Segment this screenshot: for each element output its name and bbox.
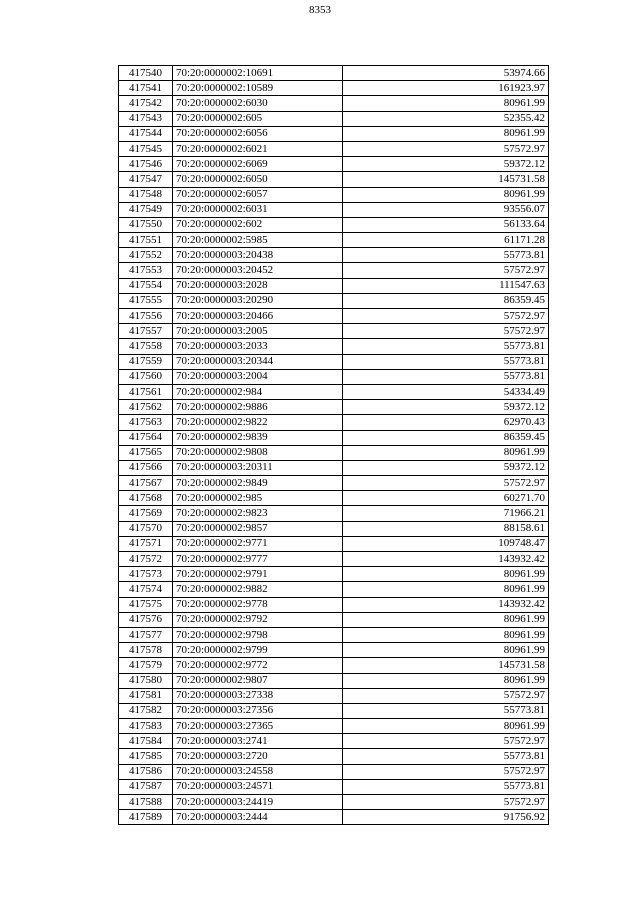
table-row [119,126,549,141]
value-cell: 80961.99 [343,643,549,658]
value-cell: 143932.42 [343,552,549,567]
table-row [119,734,549,749]
cadastral-number-cell: 70:20:0000002:9857 [173,521,343,536]
row-number-cell: 417545 [119,141,173,156]
cadastral-number-cell: 70:20:0000002:6050 [173,172,343,187]
cadastral-number-cell: 70:20:0000003:24419 [173,795,343,810]
table-row [119,460,549,475]
cadastral-number-cell: 70:20:0000002:6030 [173,96,343,111]
registry-table [118,65,549,825]
value-cell: 111547.63 [343,278,549,293]
table-row [119,582,549,597]
value-cell: 57572.97 [343,476,549,491]
value-cell: 55773.81 [343,779,549,794]
table-row [119,202,549,217]
row-number-cell: 417554 [119,278,173,293]
row-number-cell: 417568 [119,491,173,506]
table-row [119,703,549,718]
row-number-cell: 417547 [119,172,173,187]
row-number-cell: 417567 [119,476,173,491]
table-row [119,476,549,491]
value-cell: 55773.81 [343,369,549,384]
cadastral-number-cell: 70:20:0000002:9792 [173,612,343,627]
row-number-cell: 417583 [119,719,173,734]
table-row [119,688,549,703]
table-row [119,506,549,521]
row-number-cell: 417564 [119,430,173,445]
value-cell: 80961.99 [343,719,549,734]
row-number-cell: 417565 [119,445,173,460]
table-row [119,263,549,278]
value-cell: 145731.58 [343,658,549,673]
cadastral-number-cell: 70:20:0000003:20344 [173,354,343,369]
value-cell: 145731.58 [343,172,549,187]
value-cell: 59372.12 [343,400,549,415]
table-row [119,384,549,399]
row-number-cell: 417569 [119,506,173,521]
table-row [119,521,549,536]
row-number-cell: 417582 [119,703,173,718]
table-row [119,415,549,430]
table-row [119,309,549,324]
cadastral-number-cell: 70:20:0000003:27338 [173,688,343,703]
cadastral-number-cell: 70:20:0000002:10589 [173,81,343,96]
cadastral-number-cell: 70:20:0000003:20290 [173,293,343,308]
cadastral-number-cell: 70:20:0000002:10691 [173,66,343,81]
table-row [119,430,549,445]
value-cell: 109748.47 [343,536,549,551]
value-cell: 80961.99 [343,567,549,582]
cadastral-number-cell: 70:20:0000002:9849 [173,476,343,491]
value-cell: 59372.12 [343,460,549,475]
page-number: 8353 [309,4,331,16]
cadastral-number-cell: 70:20:0000003:24571 [173,779,343,794]
value-cell: 80961.99 [343,126,549,141]
row-number-cell: 417541 [119,81,173,96]
value-cell: 71966.21 [343,506,549,521]
value-cell: 80961.99 [343,187,549,202]
row-number-cell: 417588 [119,795,173,810]
row-number-cell: 417573 [119,567,173,582]
table-row [119,339,549,354]
cadastral-number-cell: 70:20:0000002:6057 [173,187,343,202]
value-cell: 55773.81 [343,354,549,369]
table-row [119,810,549,825]
row-number-cell: 417546 [119,157,173,172]
cadastral-number-cell: 70:20:0000002:5985 [173,233,343,248]
row-number-cell: 417552 [119,248,173,263]
table-row [119,369,549,384]
table-row [119,354,549,369]
cadastral-number-cell: 70:20:0000003:2005 [173,324,343,339]
cadastral-number-cell: 70:20:0000003:2033 [173,339,343,354]
value-cell: 54334.49 [343,384,549,399]
cadastral-number-cell: 70:20:0000002:9778 [173,597,343,612]
table-row [119,779,549,794]
value-cell: 55773.81 [343,248,549,263]
cadastral-number-cell: 70:20:0000003:20438 [173,248,343,263]
cadastral-number-cell: 70:20:0000003:20311 [173,460,343,475]
row-number-cell: 417566 [119,460,173,475]
row-number-cell: 417575 [119,597,173,612]
table-row [119,324,549,339]
row-number-cell: 417581 [119,688,173,703]
cadastral-number-cell: 70:20:0000002:984 [173,384,343,399]
value-cell: 88158.61 [343,521,549,536]
row-number-cell: 417584 [119,734,173,749]
cadastral-number-cell: 70:20:0000003:2741 [173,734,343,749]
cadastral-number-cell: 70:20:0000003:27365 [173,719,343,734]
value-cell: 57572.97 [343,734,549,749]
table-row [119,658,549,673]
row-number-cell: 417550 [119,217,173,232]
table-row [119,491,549,506]
value-cell: 86359.45 [343,430,549,445]
table-row [119,111,549,126]
cadastral-number-cell: 70:20:0000003:2028 [173,278,343,293]
row-number-cell: 417559 [119,354,173,369]
cadastral-number-cell: 70:20:0000002:9791 [173,567,343,582]
cadastral-number-cell: 70:20:0000002:9808 [173,445,343,460]
row-number-cell: 417563 [119,415,173,430]
row-number-cell: 417589 [119,810,173,825]
cadastral-number-cell: 70:20:0000002:9882 [173,582,343,597]
table-row [119,445,549,460]
cadastral-number-cell: 70:20:0000002:9886 [173,400,343,415]
cadastral-number-cell: 70:20:0000003:2444 [173,810,343,825]
table-row [119,627,549,642]
value-cell: 56133.64 [343,217,549,232]
row-number-cell: 417561 [119,384,173,399]
row-number-cell: 417576 [119,612,173,627]
cadastral-number-cell: 70:20:0000003:2720 [173,749,343,764]
row-number-cell: 417557 [119,324,173,339]
table-row [119,400,549,415]
table-row [119,567,549,582]
table-row [119,597,549,612]
table-row [119,233,549,248]
cadastral-number-cell: 70:20:0000002:9777 [173,552,343,567]
cadastral-number-cell: 70:20:0000002:985 [173,491,343,506]
table-row [119,749,549,764]
value-cell: 80961.99 [343,96,549,111]
value-cell: 57572.97 [343,795,549,810]
table-row [119,536,549,551]
cadastral-number-cell: 70:20:0000003:24558 [173,764,343,779]
table-row [119,643,549,658]
row-number-cell: 417579 [119,658,173,673]
cadastral-number-cell: 70:20:0000002:6021 [173,141,343,156]
table-row [119,66,549,81]
value-cell: 86359.45 [343,293,549,308]
row-number-cell: 417571 [119,536,173,551]
row-number-cell: 417578 [119,643,173,658]
table-row [119,96,549,111]
table-row [119,141,549,156]
cadastral-number-cell: 70:20:0000002:605 [173,111,343,126]
value-cell: 80961.99 [343,673,549,688]
row-number-cell: 417587 [119,779,173,794]
value-cell: 80961.99 [343,612,549,627]
value-cell: 55773.81 [343,339,549,354]
row-number-cell: 417585 [119,749,173,764]
value-cell: 60271.70 [343,491,549,506]
row-number-cell: 417551 [119,233,173,248]
table-row [119,248,549,263]
table-row [119,552,549,567]
row-number-cell: 417548 [119,187,173,202]
value-cell: 57572.97 [343,309,549,324]
value-cell: 161923.97 [343,81,549,96]
row-number-cell: 417540 [119,66,173,81]
row-number-cell: 417549 [119,202,173,217]
table-row [119,81,549,96]
value-cell: 53974.66 [343,66,549,81]
cadastral-number-cell: 70:20:0000002:9822 [173,415,343,430]
value-cell: 62970.43 [343,415,549,430]
row-number-cell: 417555 [119,293,173,308]
value-cell: 59372.12 [343,157,549,172]
cadastral-number-cell: 70:20:0000002:6056 [173,126,343,141]
cadastral-number-cell: 70:20:0000002:9798 [173,627,343,642]
row-number-cell: 417562 [119,400,173,415]
row-number-cell: 417570 [119,521,173,536]
row-number-cell: 417556 [119,309,173,324]
cadastral-number-cell: 70:20:0000002:9823 [173,506,343,521]
row-number-cell: 417544 [119,126,173,141]
value-cell: 143932.42 [343,597,549,612]
cadastral-number-cell: 70:20:0000002:6031 [173,202,343,217]
value-cell: 57572.97 [343,764,549,779]
value-cell: 80961.99 [343,445,549,460]
value-cell: 61171.28 [343,233,549,248]
value-cell: 80961.99 [343,582,549,597]
table-row [119,157,549,172]
cadastral-number-cell: 70:20:0000003:20466 [173,309,343,324]
table-row [119,187,549,202]
cadastral-number-cell: 70:20:0000002:9807 [173,673,343,688]
value-cell: 91756.92 [343,810,549,825]
cadastral-number-cell: 70:20:0000002:9771 [173,536,343,551]
table-row [119,172,549,187]
value-cell: 57572.97 [343,263,549,278]
row-number-cell: 417586 [119,764,173,779]
row-number-cell: 417574 [119,582,173,597]
row-number-cell: 417558 [119,339,173,354]
cadastral-number-cell: 70:20:0000002:9772 [173,658,343,673]
value-cell: 55773.81 [343,703,549,718]
registry-table-body [119,66,549,825]
table-row [119,795,549,810]
value-cell: 57572.97 [343,324,549,339]
row-number-cell: 417577 [119,627,173,642]
value-cell: 55773.81 [343,749,549,764]
cadastral-number-cell: 70:20:0000002:9839 [173,430,343,445]
value-cell: 57572.97 [343,141,549,156]
row-number-cell: 417543 [119,111,173,126]
cadastral-number-cell: 70:20:0000003:2004 [173,369,343,384]
cadastral-number-cell: 70:20:0000003:20452 [173,263,343,278]
table-row [119,764,549,779]
table-row [119,612,549,627]
row-number-cell: 417572 [119,552,173,567]
table-row [119,293,549,308]
table-row [119,278,549,293]
table-row [119,217,549,232]
row-number-cell: 417580 [119,673,173,688]
cadastral-number-cell: 70:20:0000002:602 [173,217,343,232]
value-cell: 57572.97 [343,688,549,703]
row-number-cell: 417560 [119,369,173,384]
value-cell: 80961.99 [343,627,549,642]
table-row [119,673,549,688]
row-number-cell: 417542 [119,96,173,111]
cadastral-number-cell: 70:20:0000003:27356 [173,703,343,718]
row-number-cell: 417553 [119,263,173,278]
cadastral-number-cell: 70:20:0000002:9799 [173,643,343,658]
table-row [119,719,549,734]
cadastral-number-cell: 70:20:0000002:6069 [173,157,343,172]
value-cell: 52355.42 [343,111,549,126]
value-cell: 93556.07 [343,202,549,217]
